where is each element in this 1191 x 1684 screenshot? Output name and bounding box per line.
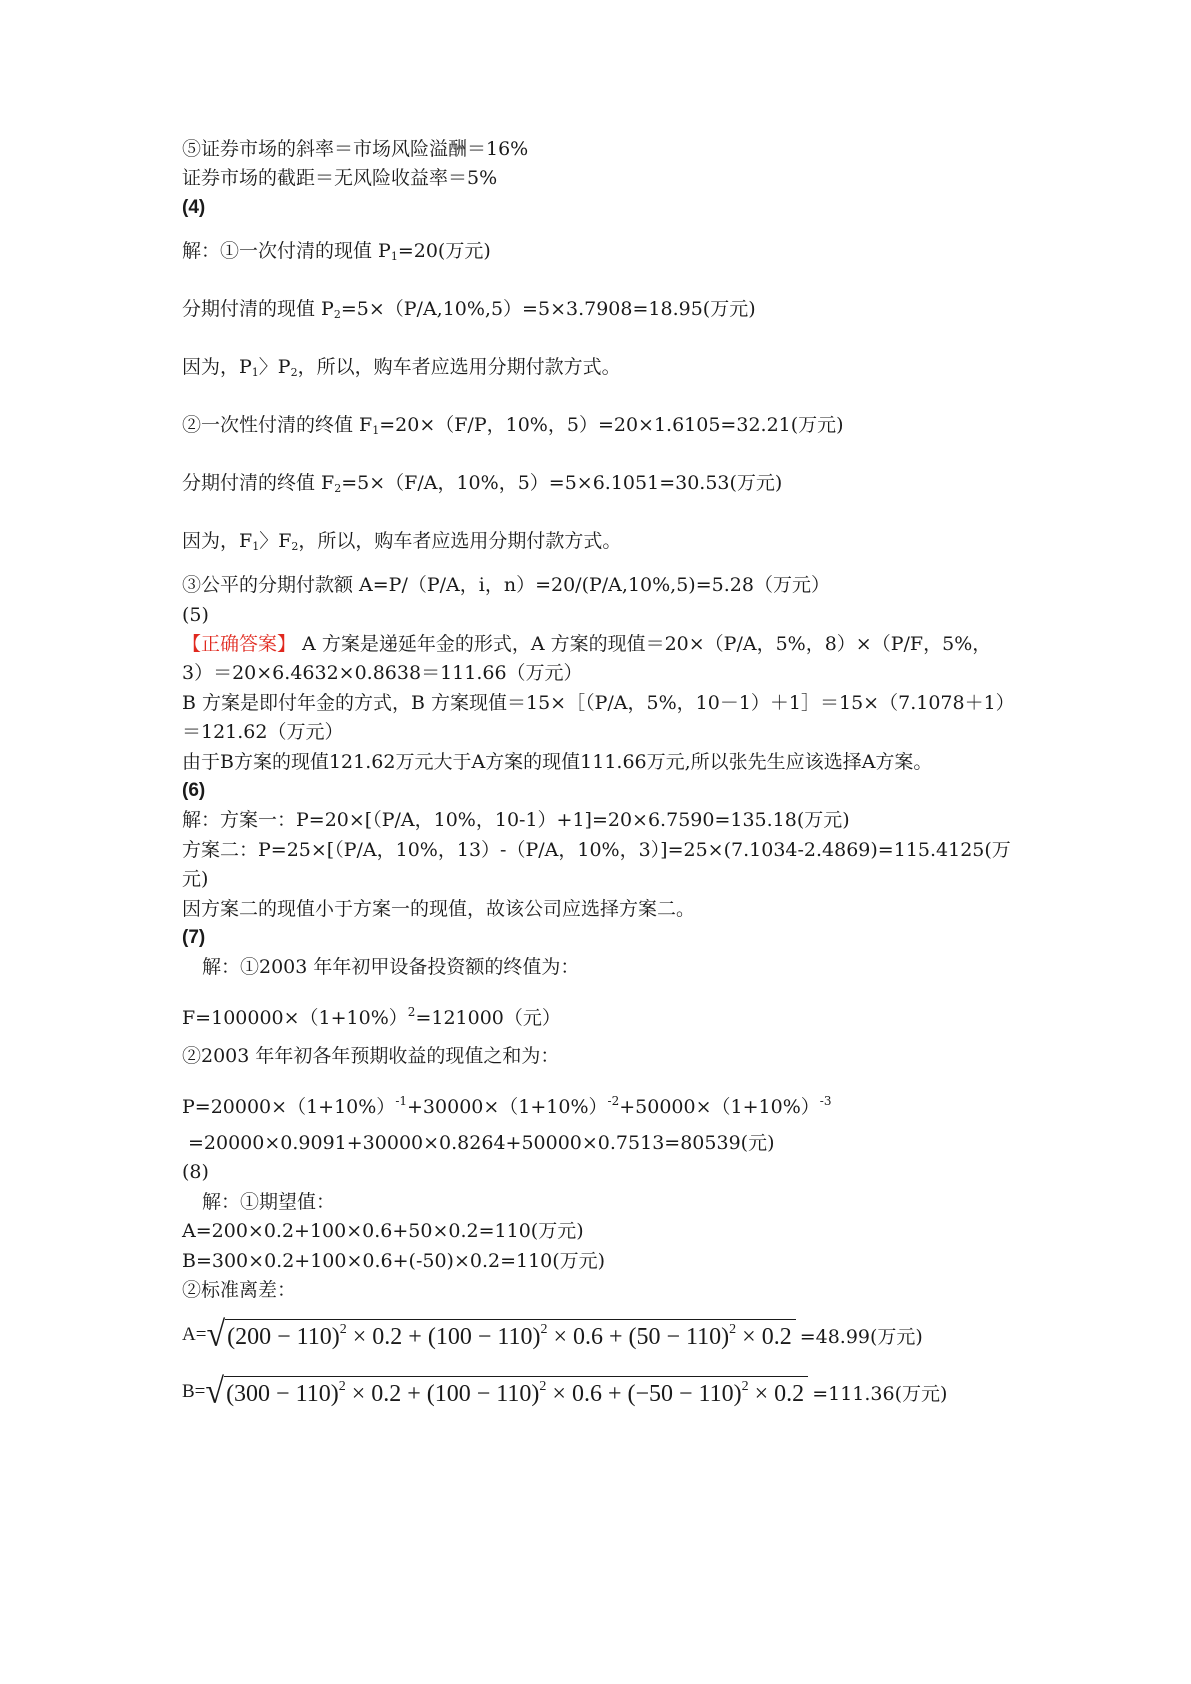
text-line: 【正确答案】 A 方案是递延年金的形式，A 方案的现值＝20×（P/A，5%，8）×（P/F，5%， — [182, 633, 992, 655]
section-heading: (6) — [182, 780, 206, 801]
sqrt-symbol: √ — [206, 1315, 226, 1354]
text-line: $P=20000\times(1+10\%)^{-1}+30000\times(1+10\%)^{-2}+50000\times(1+10\%)^{-3}$ — [182, 1094, 832, 1118]
section-heading: (7) — [182, 927, 206, 948]
section-heading: (8) — [182, 1161, 209, 1183]
text-line: ②标准离差： — [182, 1279, 297, 1301]
text-line: 分期付清的现值 $P_2=5\times(P/A,10\%,5)=5\times 3.7908=18.95$(万元) — [182, 298, 756, 321]
text-line: 因为，$F_1$〉$F_2$，所以，购车者应选用分期付款方式。 — [182, 530, 622, 553]
text-line: 3）＝20×6.4632×0.8638＝111.66（万元） — [182, 662, 583, 684]
text-line: ⑤证券市场的斜率＝市场风险溢酬＝16% — [182, 138, 529, 160]
sqrt-symbol: √ — [205, 1372, 225, 1411]
formula-std-dev-a: A= √ $(200 - 110)^2 \times 0.2 + (100 - 110)^2 \times 0.6 + (50 - 110)^2 \times 0.2$ =48.99(万元) — [182, 1315, 923, 1354]
text-line: 由于B方案的现值121.62万元大于A方案的现值111.66万元,所以张先生应该选择A方案。 — [182, 751, 933, 773]
text-line: 证券市场的截距＝无风险收益率＝5% — [182, 167, 498, 189]
text-line: 因为，$P_1$〉$P_2$，所以，购车者应选用分期付款方式。 — [182, 356, 621, 379]
text-line: ③公平的分期付款额 A=P/（P/A，i，n）=20/(P/A,10%,5)=5.28（万元） — [182, 574, 830, 596]
section-heading: (5) — [182, 604, 209, 626]
text-line: 元) — [182, 868, 209, 890]
section-heading: (4) — [182, 197, 206, 218]
text-line: $F=100000\times(1+10\%)^2=121000$（元） — [182, 1005, 561, 1029]
text-line: 解：①一次付清的现值 $P_1=20$(万元) — [182, 240, 491, 263]
correct-answer-tag: 【正确答案】 — [182, 633, 297, 655]
text-line: ②2003 年年初各年预期收益的现值之和为： — [182, 1045, 560, 1067]
text-line: ＝121.62（万元） — [182, 721, 344, 743]
text-line: 分期付清的终值 $F_2=5\times(F/A$，10%，5）=5×6.1051=30.53(万元) — [182, 472, 783, 495]
text-line: 因方案二的现值小于方案一的现值，故该公司应选择方案二。 — [182, 898, 696, 920]
text-line: ②一次性付清的终值 $F_1=20\times(F/P$，10%，5）=20×1.6105=32.21(万元) — [182, 414, 844, 437]
text-line: =20000×0.9091+30000×0.8264+50000×0.7513=80539(元) — [188, 1132, 775, 1154]
radicand: $(200 - 110)^2 \times 0.2 + (100 - 110)^2 \times 0.6 + (50 - 110)^2 \times 0.2$ — [225, 1319, 796, 1351]
text-line: 解：①2003 年年初甲设备投资额的终值为： — [202, 956, 580, 978]
text-line: 解：方案一：P=20×[（P/A，10%，10-1）+1]=20×6.7590=135.18(万元) — [182, 809, 850, 831]
radicand: $(300 - 110)^2 \times 0.2 + (100 - 110)^2 \times 0.6 + (-50 - 110)^2 \times 0.2$ — [224, 1376, 808, 1408]
formula-std-dev-b: B= √ $(300 - 110)^2 \times 0.2 + (100 - 110)^2 \times 0.6 + (-50 - 110)^2 \times 0.2$ =111.36(万元) — [182, 1372, 948, 1411]
text-line: 方案二：P=25×[（P/A，10%，13）-（P/A，10%，3）]=25×(7.1034-2.4869)=115.4125(万 — [182, 839, 1011, 861]
text-line: B=300×0.2+100×0.6+(-50)×0.2=110(万元) — [182, 1250, 606, 1272]
text-line: B 方案是即付年金的方式，B 方案现值＝15×［（P/A，5%，10－1）＋1］＝15×（7.1078＋1） — [182, 692, 1015, 714]
text-line: A=200×0.2+100×0.6+50×0.2=110(万元) — [182, 1220, 584, 1242]
text-line: 解：①期望值： — [202, 1191, 336, 1213]
